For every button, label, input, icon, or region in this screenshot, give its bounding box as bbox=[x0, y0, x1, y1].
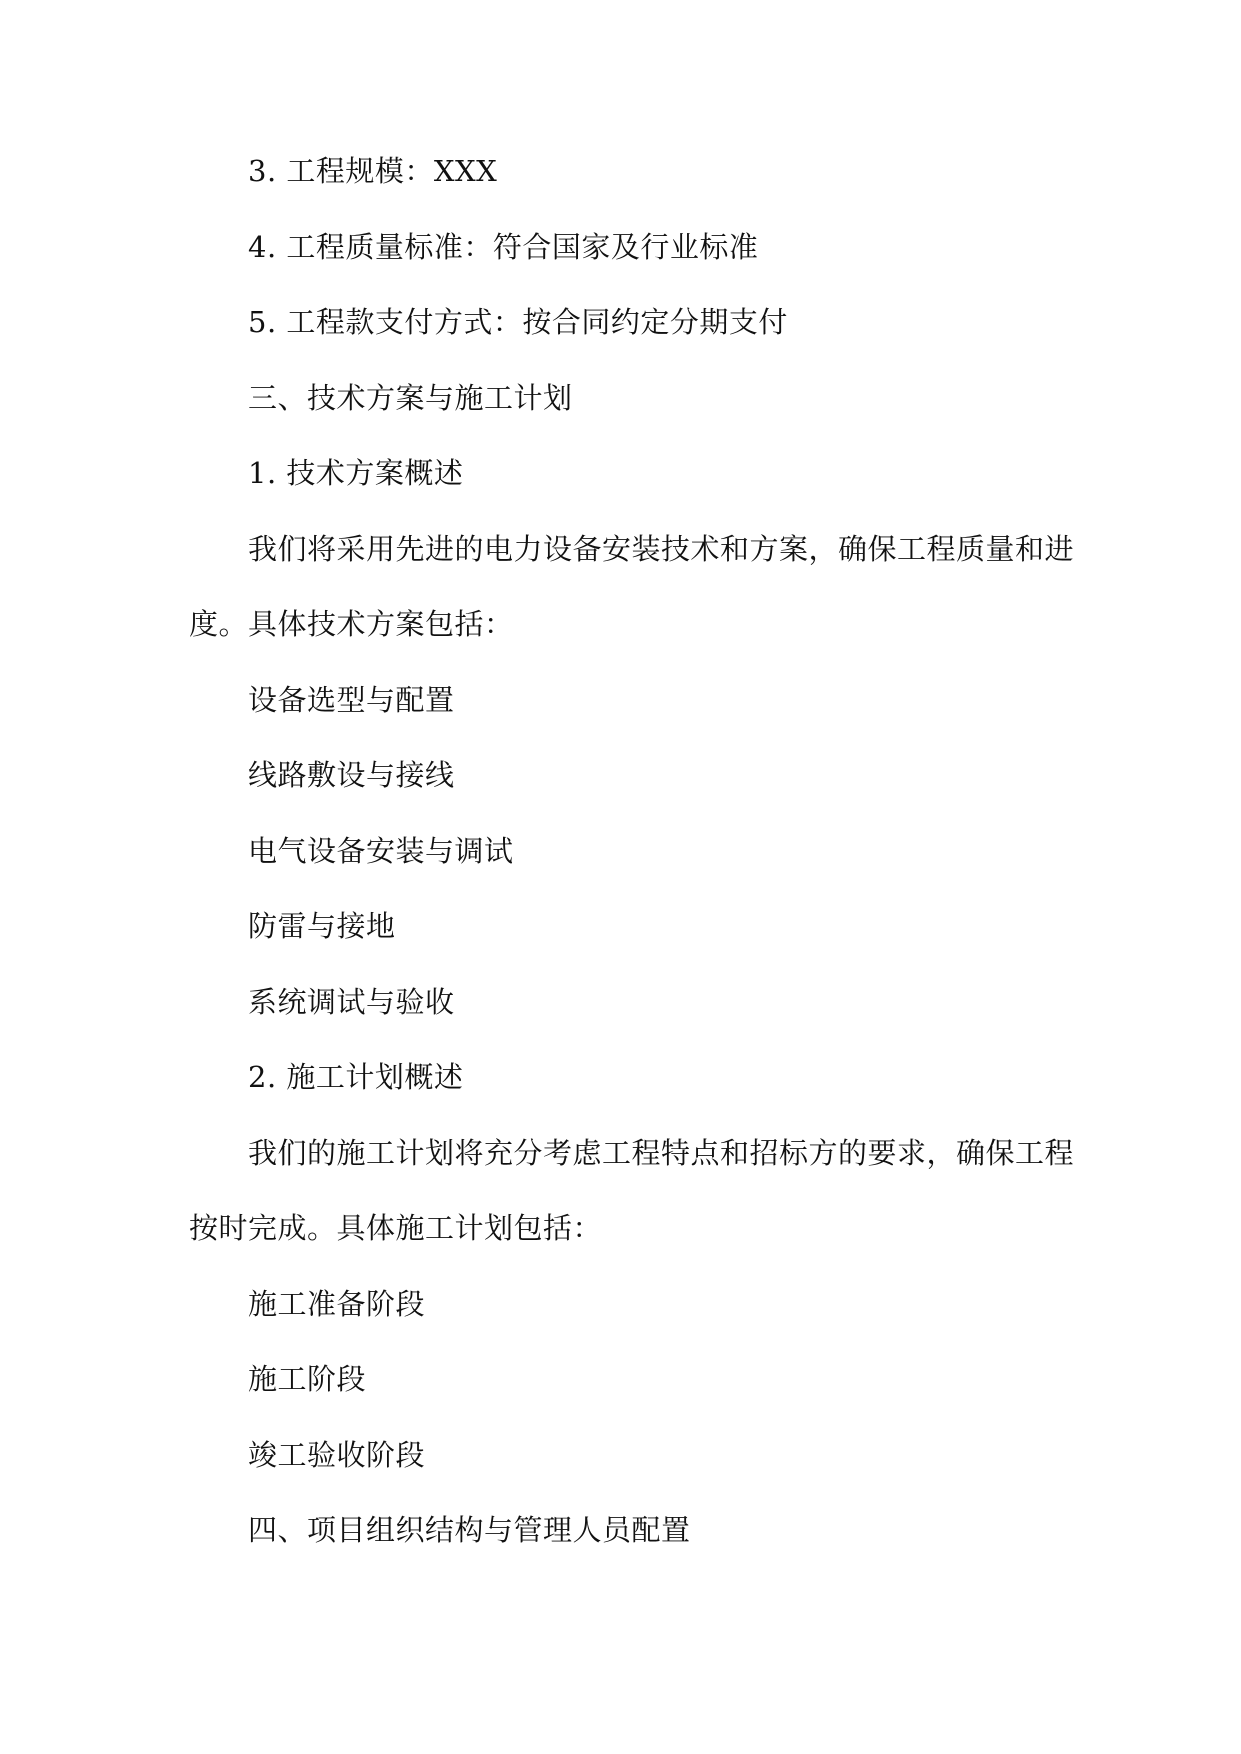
list-item-preparation: 施工准备阶段 bbox=[248, 1287, 426, 1321]
list-item-installation: 电气设备安装与调试 bbox=[248, 834, 514, 868]
list-item-equipment: 设备选型与配置 bbox=[248, 683, 455, 717]
list-item-construction: 施工阶段 bbox=[248, 1362, 367, 1396]
section-heading-4: 四、项目组织结构与管理人员配置 bbox=[248, 1513, 691, 1547]
paragraph-tech-line-2: 度。具体技术方案包括： bbox=[189, 607, 514, 641]
list-item-lightning: 防雷与接地 bbox=[248, 909, 396, 943]
item-project-scale: 3. 工程规模：XXX bbox=[248, 154, 498, 188]
section-heading-3: 三、技术方案与施工计划 bbox=[248, 381, 573, 415]
subheading-tech-overview: 1. 技术方案概述 bbox=[248, 456, 464, 490]
item-payment-method: 5. 工程款支付方式：按合同约定分期支付 bbox=[248, 305, 788, 339]
paragraph-construction-line-2: 按时完成。具体施工计划包括： bbox=[189, 1211, 603, 1245]
list-item-system-test: 系统调试与验收 bbox=[248, 985, 455, 1019]
list-item-acceptance: 竣工验收阶段 bbox=[248, 1438, 426, 1472]
paragraph-tech-line-1: 我们将采用先进的电力设备安装技术和方案，确保工程质量和进 bbox=[248, 532, 1075, 566]
item-quality-standard: 4. 工程质量标准：符合国家及行业标准 bbox=[248, 230, 759, 264]
subheading-construction-overview: 2. 施工计划概述 bbox=[248, 1060, 464, 1094]
list-item-wiring: 线路敷设与接线 bbox=[248, 758, 455, 792]
paragraph-construction-line-1: 我们的施工计划将充分考虑工程特点和招标方的要求，确保工程 bbox=[248, 1136, 1075, 1170]
